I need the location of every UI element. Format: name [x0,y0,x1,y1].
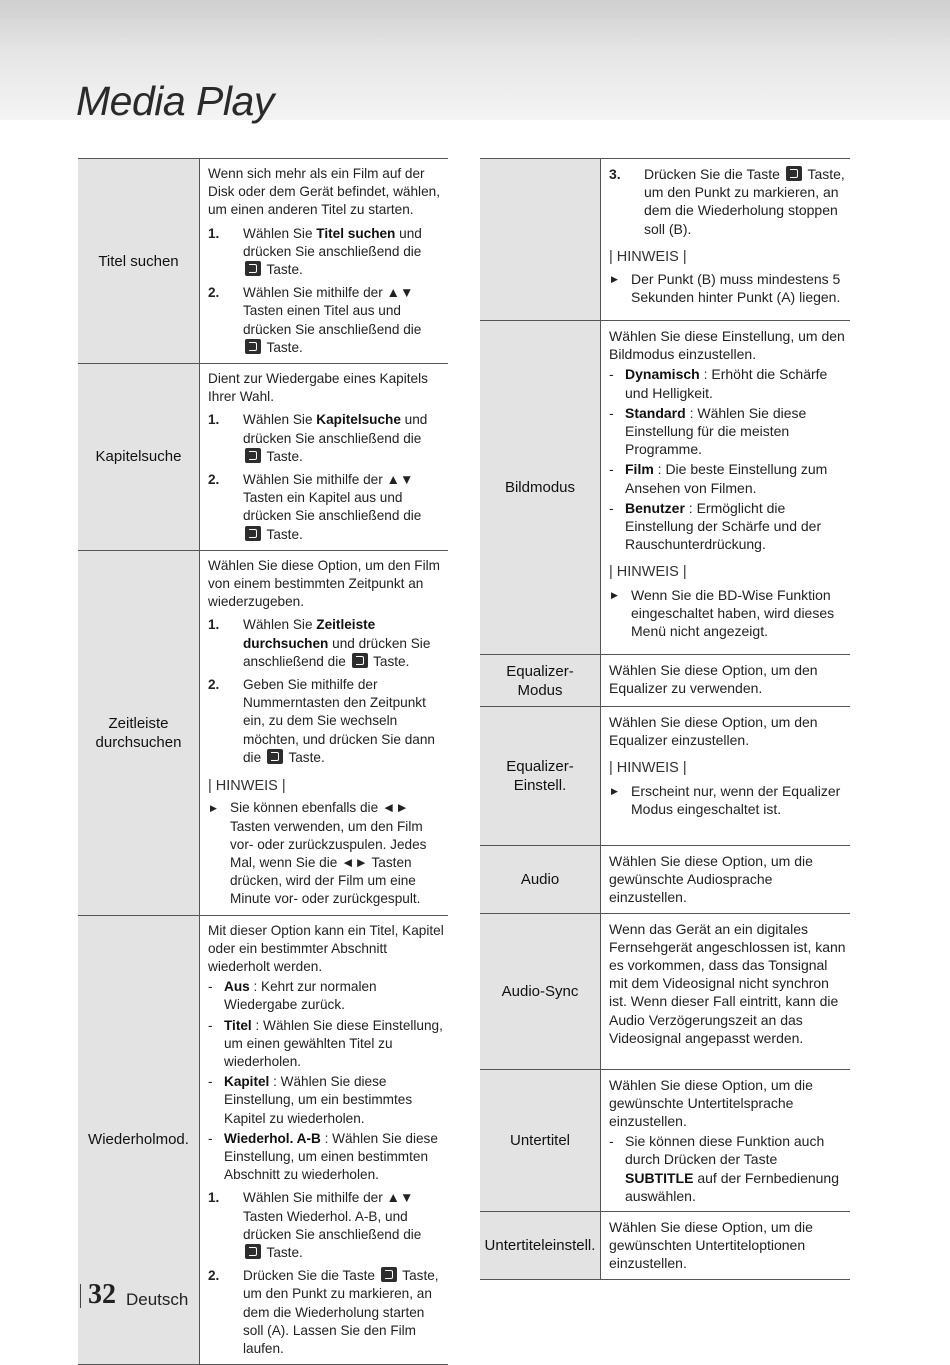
triangle-right-icon: ▶ [611,589,618,600]
step: 1. Wählen Sie Titel suchen und drücken Sie anschließend die Taste. [208,225,422,278]
enter-key-icon [245,1244,261,1259]
step: 1. Wählen Sie mithilfe der ▲▼ Tasten Wiederhol. A-B, und drücken Sie anschließend die Taste. [208,1190,422,1260]
enter-key-icon [786,166,802,181]
option-item: - Aus : Kehrt zur normalen Wiedergabe zurück. [208,979,377,1013]
left-table [78,158,448,1365]
intro-text: Mit dieser Option kann ein Titel, Kapitel oder ein bestimmter Abschnitt wiederholt werden. [208,922,444,974]
step: 2. Wählen Sie mithilfe der ▲▼ Tasten ein Kapitel aus und drücken Sie anschließend die Taste. [208,472,422,542]
desc-text: Wählen Sie diese Option, um die gewünschte Audiosprache einzustellen. [609,853,813,906]
hinweis-heading: | HINWEIS | [609,760,687,777]
desc-eq-einstell [601,707,851,846]
label-kapitelsuche: Kapitelsuche [78,364,200,551]
note: ▶ Der Punkt (B) muss mindestens 5 Sekunden hinter Punkt (A) liegen. [611,271,841,306]
step: 2. Wählen Sie mithilfe der ▲▼ Tasten einen Titel aus und drücken Sie anschließend die Taste. [208,285,422,355]
triangle-right-icon: ▶ [210,803,217,814]
enter-key-icon [352,653,368,668]
triangle-right-icon: ▶ [611,785,618,796]
label-titel-suchen: Titel suchen [78,159,200,364]
option-item: - Wiederhol. A-B : Wählen Sie diese Einstellung, um einen bestimmten Abschnitt zu wiederholen. [208,1130,438,1183]
label-eq-einstell: Equalizer- Einstell. [480,707,601,846]
label-untertiteleinstell: Untertiteleinstell. [480,1212,601,1280]
step: 2. Drücken Sie die Taste Taste, um den Punkt zu markieren, an dem die Wiederholung starten soll (A). Lassen Sie den Film laufen. [208,1268,439,1356]
intro-text: Wählen Sie diese Option, um die gewünschte Untertitelsprache einzustellen. [609,1076,813,1130]
intro-text: Wenn sich mehr als ein Film auf der Disk oder dem Gerät befindet, wählen, um einen anderen Titel zu starten. [208,166,440,218]
hinweis-heading: | HINWEIS | [208,778,286,795]
step: 3. Drücken Sie die Taste Taste, um den Punkt zu markieren, an dem die Wiederholung stoppen soll (B). [609,166,845,237]
row-audio-sync [480,913,850,1069]
intro-text: Dient zur Wiedergabe eines Kapitels Ihrer Wahl. [208,371,428,405]
row-wiederholmod-cont [480,159,850,321]
label-untertitel: Untertitel [480,1069,601,1211]
desc-text: Wählen Sie diese Option, um die gewünschten Untertiteloptionen einzustellen. [609,1219,813,1272]
page-number: 32 [88,1279,116,1310]
intro-text: Wählen Sie diese Einstellung, um den Bildmodus einzustellen. [609,328,845,363]
desc-untertiteleinstell [601,1212,851,1280]
enter-key-icon [245,526,261,541]
step: 1. Wählen Sie Kapitelsuche und drücken Sie anschließend die Taste. [208,412,428,464]
desc-bildmodus [601,321,851,655]
enter-key-icon [245,339,261,354]
enter-key-icon [267,749,283,764]
option-item: - Sie können diese Funktion auch durch Drücken der Taste SUBTITLE auf der Fernbedienung auswählen. [609,1133,840,1204]
triangle-right-icon: ▶ [611,274,618,285]
note: ▶ Sie können ebenfalls die ◄► Tasten verwenden, um den Film vor- oder zurückzuspulen. Jedes Mal, wenn Sie die ◄► Tasten drücken, wird der Film um eine Minute vor- oder zurückgespult. [208,799,444,908]
label-audio-sync: Audio-Sync [480,913,601,1069]
footer-divider [80,1284,81,1308]
desc-wiederholmod-cont [601,159,851,321]
row-untertiteleinstell [480,1212,850,1280]
step: 1. Wählen Sie Zeitleiste durchsuchen und drücken Sie anschließend die Taste. [208,617,431,669]
option-item: - Film : Die beste Einstellung zum Ansehen von Filmen. [609,461,828,496]
hinweis-heading: | HINWEIS | [609,248,687,265]
note: ▶ Wenn Sie die BD-Wise Funktion eingeschaltet haben, wird dieses Menü nicht angezeigt. [611,586,835,640]
label-empty [480,159,601,321]
desc-eq-modus [601,655,851,707]
page-header [0,0,950,124]
row-titel-suchen [78,159,448,364]
enter-key-icon [381,1267,397,1282]
row-kapitelsuche [78,364,448,551]
row-eq-modus [480,655,850,707]
label-audio: Audio [480,846,601,914]
option-item: - Titel : Wählen Sie diese Einstellung, um einen gewählten Titel zu wiederholen. [208,1017,443,1069]
desc-text: Wählen Sie diese Option, um den Equalizer einzustellen. [609,714,818,749]
intro-text: Wählen Sie diese Option, um den Film von einem bestimmten Zeitpunkt an wiederzugeben. [208,557,440,610]
desc-audio-sync [601,913,851,1069]
row-zeitleiste [78,550,448,915]
option-item: - Dynamisch : Erhöht die Schärfe und Helligkeit. [609,366,828,401]
page-language: Deutsch [126,1290,189,1309]
step: 2. Geben Sie mithilfe der Nummerntasten den Zeitpunkt ein, zu dem Sie wechseln möchten, und drücken Sie dann die Taste. [208,677,435,765]
desc-zeitleiste [200,550,449,915]
desc-wiederholmod [200,915,449,1365]
hinweis-heading: | HINWEIS | [609,564,687,581]
desc-audio [601,846,851,914]
desc-titel-suchen [200,159,449,364]
row-eq-einstell [480,707,850,846]
desc-untertitel [601,1069,851,1211]
label-eq-modus: Equalizer- Modus [480,655,601,707]
enter-key-icon [245,261,261,276]
enter-key-icon [245,448,261,463]
row-untertitel [480,1069,850,1211]
note: ▶ Erscheint nur, wenn der Equalizer Modus eingeschaltet ist. [611,782,841,817]
label-bildmodus: Bildmodus [480,321,601,655]
section-title: Media Play [76,78,274,124]
row-audio [480,846,850,914]
desc-text: Wenn das Gerät an ein digitales Fernsehgerät angeschlossen ist, kann es vorkommen, dass das Tonsignal mit dem Videosignal nicht synchron ist. Wenn dieser Fall eintritt, kann die Audio Verzögerungszeit an das Videosignal angepasst werden. [609,920,846,1046]
option-item: - Kapitel : Wählen Sie diese Einstellung, um ein bestimmtes Kapitel zu wiederholen. [208,1074,413,1126]
right-table [480,158,850,1280]
label-wiederholmod: Wiederholmod. [78,915,200,1365]
option-item: - Standard : Wählen Sie diese Einstellung für die meisten Programme. [609,404,807,458]
desc-text: Wählen Sie diese Option, um den Equalizer zu verwenden. [609,662,818,697]
row-bildmodus [480,321,850,655]
option-item: - Benutzer : Ermöglicht die Einstellung der Schärfe und der Rauschunterdrückung. [609,499,822,553]
label-zeitleiste: Zeitleiste durchsuchen [78,550,200,915]
desc-kapitelsuche [200,364,449,551]
